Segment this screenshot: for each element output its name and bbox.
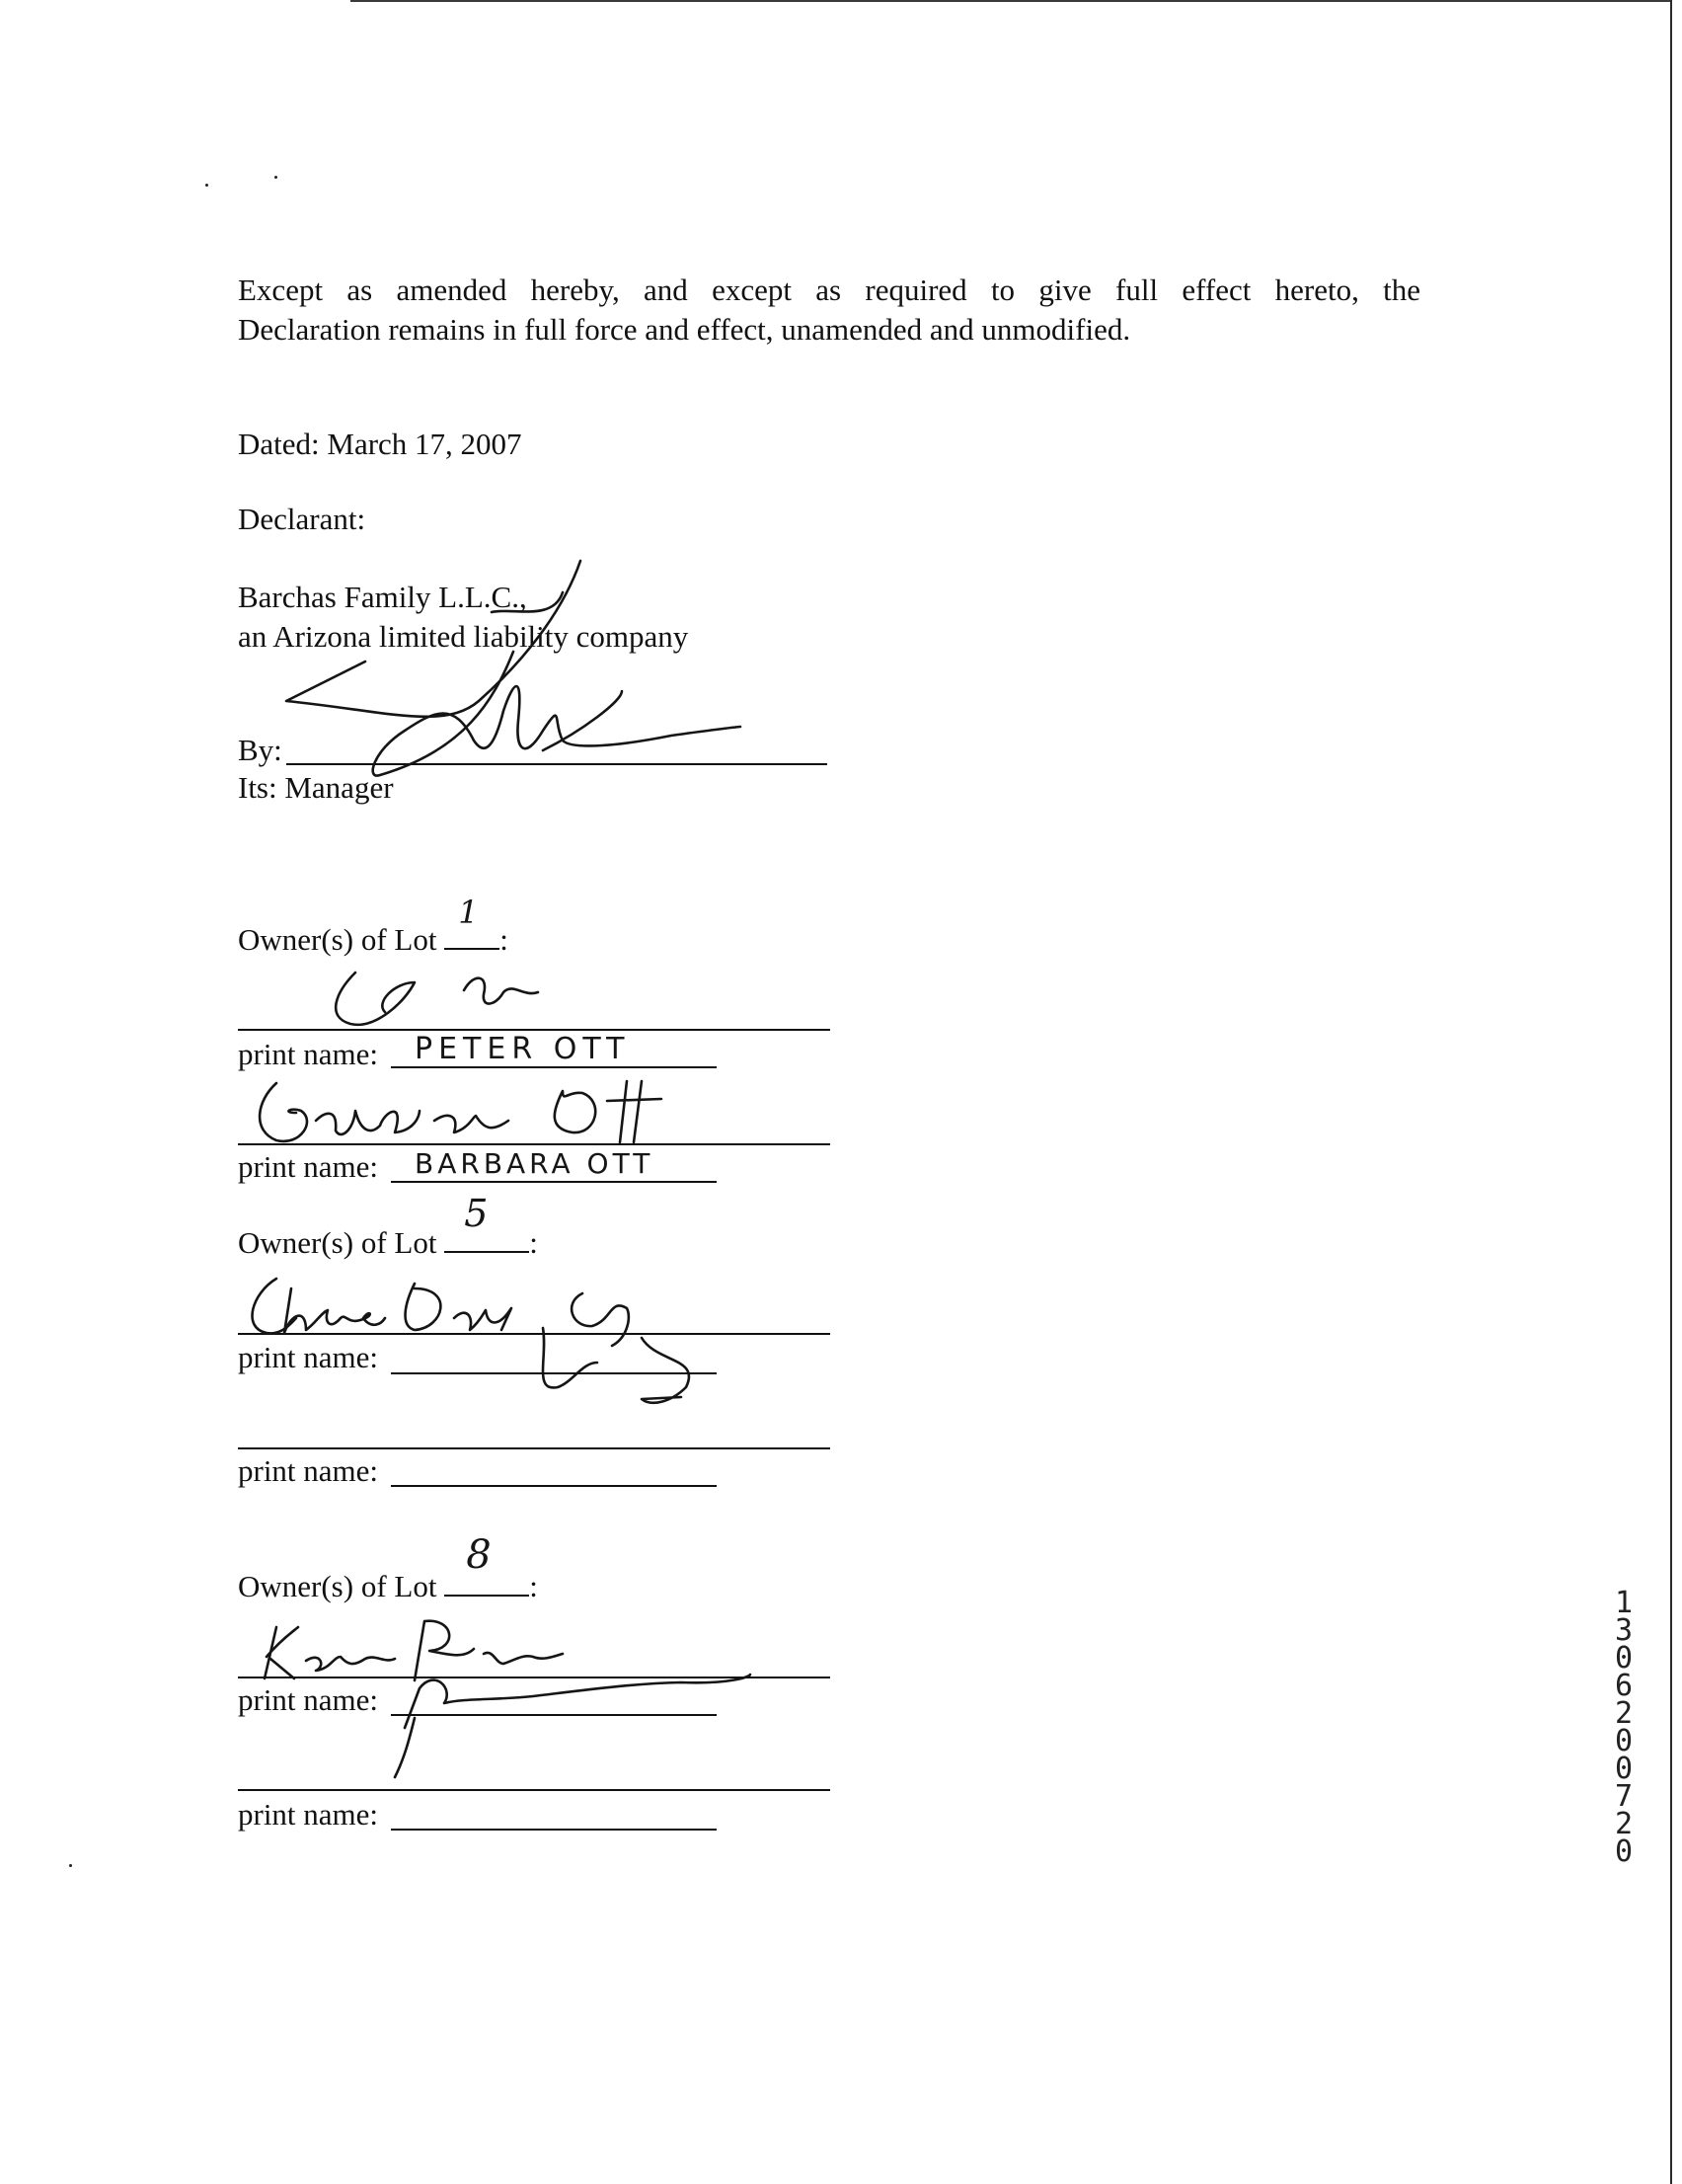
paragraph-line-2: Declaration remains in full force and effect, unamended and unmodified. xyxy=(238,312,1131,347)
lot-5-signature-line-2 xyxy=(238,1447,830,1449)
lot-8-number-blank xyxy=(444,1532,529,1597)
lot-1-number-blank xyxy=(444,894,499,950)
manager-signature xyxy=(267,553,760,800)
lot-8-owners-label: Owner(s) of Lot 8 : xyxy=(238,1532,538,1603)
lot-5-owners-label: Owner(s) of Lot 5 : xyxy=(238,1192,538,1260)
lot-5-print-name-1-line xyxy=(391,1372,717,1374)
lot-1-print-name-2-label: print name: xyxy=(238,1149,379,1184)
lot-5-print-name-2-line xyxy=(391,1485,717,1487)
lot-5-print-name-2-label: print name: xyxy=(238,1453,379,1488)
lot-1-number: 1 xyxy=(458,894,479,931)
lot-5-number: 5 xyxy=(464,1192,489,1235)
lot-1-print-name-2-line xyxy=(391,1181,717,1183)
lot-8-number: 8 xyxy=(466,1532,492,1578)
scan-speck xyxy=(274,176,277,179)
lot-8-print-name-1-line xyxy=(391,1714,717,1716)
lot-1-print-name-1-line xyxy=(391,1066,717,1068)
lot-5-print-name-1-label: print name: xyxy=(238,1340,379,1374)
scan-edge-top xyxy=(350,0,1672,2)
by-label: By: xyxy=(238,733,282,767)
lot-8-print-name-1-label: print name: xyxy=(238,1682,379,1717)
lot-1-signer-1-signature xyxy=(316,963,632,1042)
amendment-paragraph xyxy=(238,271,1422,350)
lot-8-signature-line-2 xyxy=(238,1789,830,1791)
its-label: Its: Manager xyxy=(238,770,394,805)
company-description: an Arizona limited liability company xyxy=(238,619,689,654)
recording-stamp-number: 13062 00720 xyxy=(1614,1586,1634,1869)
recording-stamp xyxy=(1609,1586,1639,1869)
lot-1-signer-1-print: PETER OTT xyxy=(415,1032,631,1066)
lot-8-print-name-2-line xyxy=(391,1829,717,1831)
dated-line: Dated: March 17, 2007 xyxy=(238,427,522,461)
scan-speck xyxy=(69,1864,72,1867)
scan-speck xyxy=(205,184,208,187)
lot-1-owners-label: Owner(s) of Lot 1 : xyxy=(238,894,508,957)
lot-1-signer-2-print: BARBARA OTT xyxy=(415,1147,654,1180)
paragraph-line-1: Except as amended hereby, and except as required to give full effect hereto, the xyxy=(238,273,1420,307)
lot-8-print-name-2-label: print name: xyxy=(238,1797,379,1832)
lot-1-print-name-1-label: print name: xyxy=(238,1037,379,1071)
lot-1-signer-2-signature xyxy=(247,1071,681,1150)
scan-edge-right xyxy=(1670,0,1672,2184)
company-name: Barchas Family L.L.C., xyxy=(238,580,527,614)
lot-5-number-blank xyxy=(444,1192,529,1253)
declarant-label: Declarant: xyxy=(238,502,366,536)
